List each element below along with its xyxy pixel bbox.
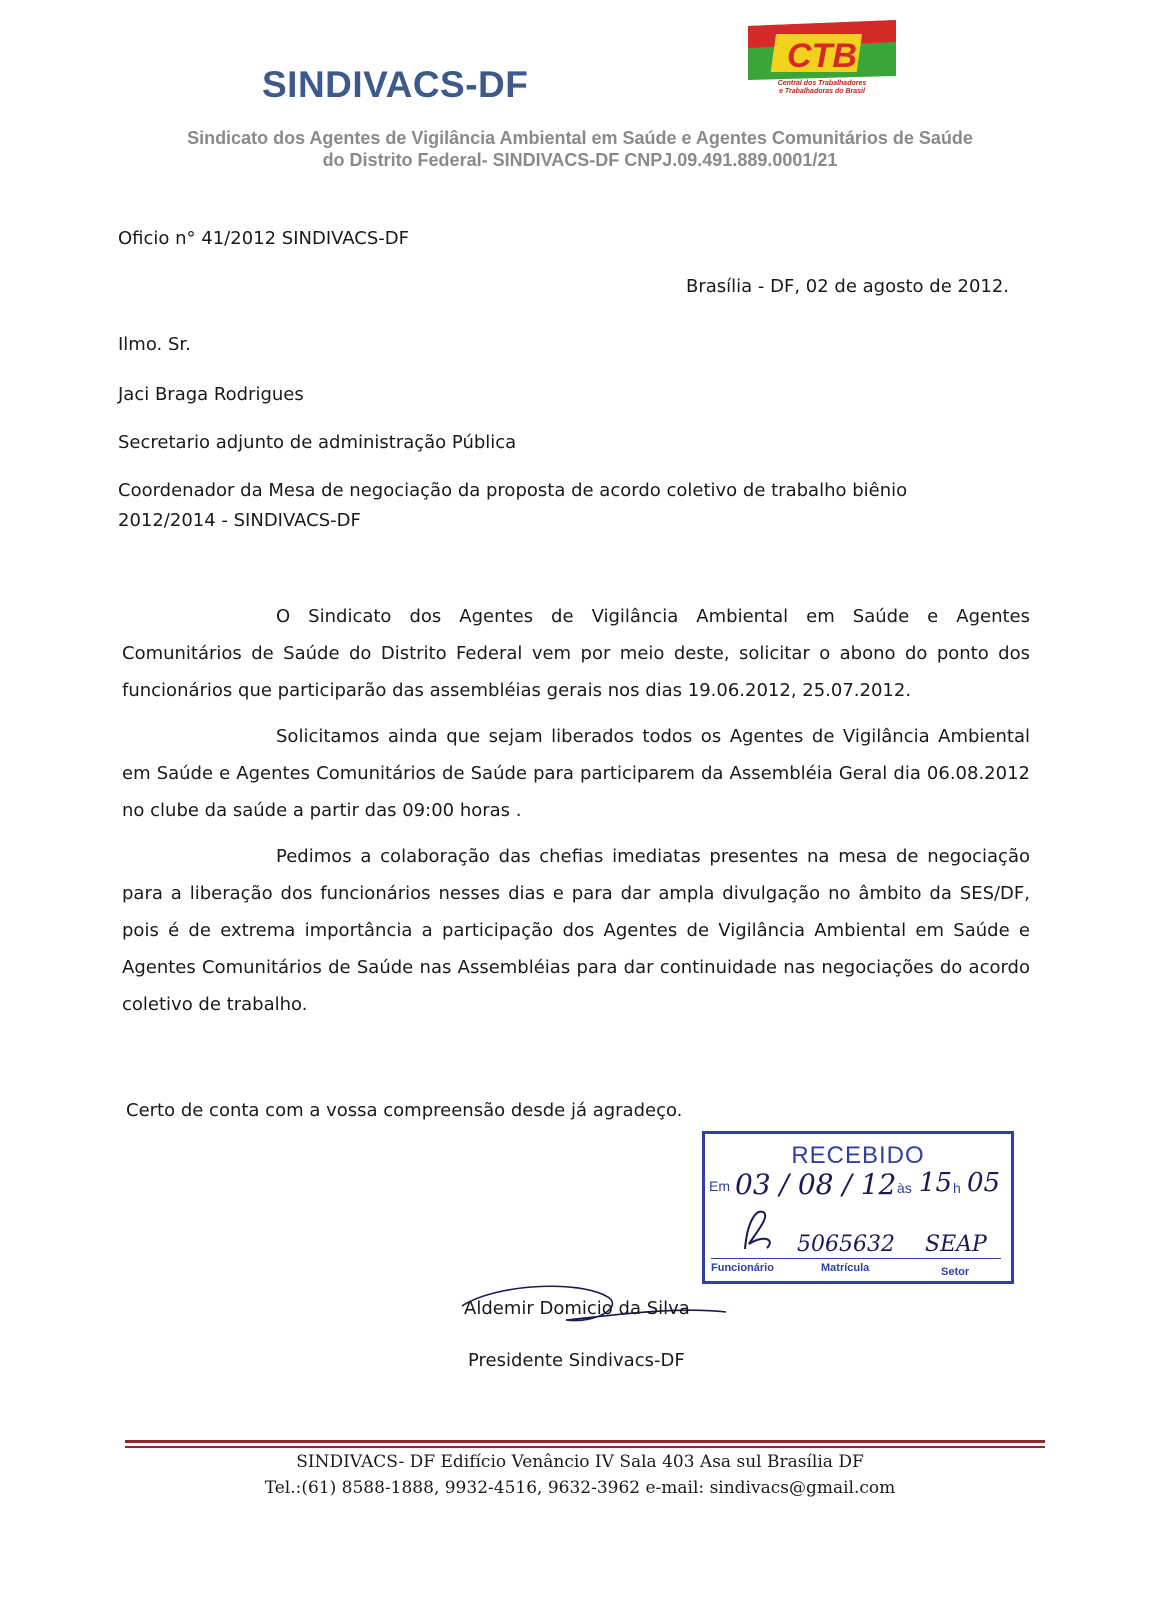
stamp-em-label: Em [709,1178,730,1194]
footer-address: SINDIVACS- DF Edifício Venâncio IV Sala 403 Asa sul Brasília DF [296,1452,864,1472]
organization-name: SINDIVACS-DF [262,64,529,105]
stamp-as-label: às [897,1180,912,1196]
closing-line: Certo de conta com a vossa compreensão desde já agradeço. [126,1100,683,1121]
stamp-date: 03 / 08 / 12 [735,1168,897,1201]
received-stamp [702,1131,1014,1284]
stamp-signature-stroke [745,1212,770,1249]
subtitle-line1: Sindicato dos Agentes de Vigilância Ambiental em Saúde e Agentes Comunitários de Saúde [187,128,973,148]
stamp-label-funcionario: Funcionário [711,1262,774,1274]
body-paragraph-3 [122,838,1030,1023]
organization-subtitle [80,127,1080,171]
body-paragraph-1 [122,598,1030,709]
footer-contact: Tel.:(61) 8588-1888, 9932-4516, 9632-3962 e-mail: sindivacs@gmail.com [264,1478,896,1498]
stamp-label-matricula: Matrícula [821,1262,870,1274]
signer-title: Presidente Sindivacs-DF [468,1350,685,1371]
letter-reference: Oficio n° 41/2012 SINDIVACS-DF [118,228,409,249]
recipient-role-line2: 2012/2014 - SINDIVACS-DF [118,510,361,531]
subtitle-line2: do Distrito Federal- SINDIVACS-DF CNPJ.09.491.889.0001/21 [322,150,838,170]
stamp-title: RECEBIDO [791,1142,925,1169]
stamp-underline [711,1258,1001,1259]
stamp-label-setor: Setor [941,1266,970,1278]
recipient-role: Secretario adjunto de administração Pública [118,432,517,453]
stamp-setor-value: SEAP [925,1232,987,1257]
paragraph-text: O Sindicato dos Agentes de Vigilância Ambiental em Saúde e Agentes Comunitários de Saúde do Distrito Federal vem por meio deste, solicitar o abono do ponto dos funcionários que participarão das assembléias gerais nos dias 19.06.2012, 25.07.2012. [122,606,1030,701]
stamp-matricula-value: 5065632 [797,1232,895,1257]
footer-divider-top [125,1440,1045,1443]
body-paragraph-2 [122,718,1030,829]
logo-text: CTB [787,37,857,75]
salutation: Ilmo. Sr. [118,334,191,355]
stamp-minute: 05 [967,1168,1001,1198]
stamp-hour: 15 [919,1168,953,1198]
recipient-name: Jaci Braga Rodrigues [118,384,304,405]
logo-caption [748,80,896,96]
recipient-role-line1: Coordenador da Mesa de negociação da proposta de acordo coletivo de trabalho biênio [118,480,908,501]
stamp-h-label: h [953,1180,961,1196]
logo-caption-line2: e Trabalhadoras do Brasil [779,88,865,95]
signer-name: Aldemir Domicio da Silva [464,1298,690,1319]
logo-caption-line1: Central dos Trabalhadores [777,80,867,87]
paragraph-text: Pedimos a colaboração das chefias imediatas presentes na mesa de negociação para a liberação dos funcionários nesses dias e para dar ampla divulgação no âmbito da SES/DF, pois é de extrema importância a participação dos Agentes de Vigilância Ambiental em Saúde e Agentes Comunitários de Saúde nas Assembléias para dar continuidade nas negociações do acordo coletivo de trabalho. [122,846,1030,1015]
paragraph-text: Solicitamos ainda que sejam liberados todos os Agentes de Vigilância Ambiental em Saúde e Agentes Comunitários de Saúde para participarem da Assembléia Geral dia 06.08.2012 no clube da saúde a partir das 09:00 horas . [122,726,1030,821]
letter-date: Brasília - DF, 02 de agosto de 2012. [686,276,1010,297]
footer-divider-bottom [125,1446,1045,1448]
